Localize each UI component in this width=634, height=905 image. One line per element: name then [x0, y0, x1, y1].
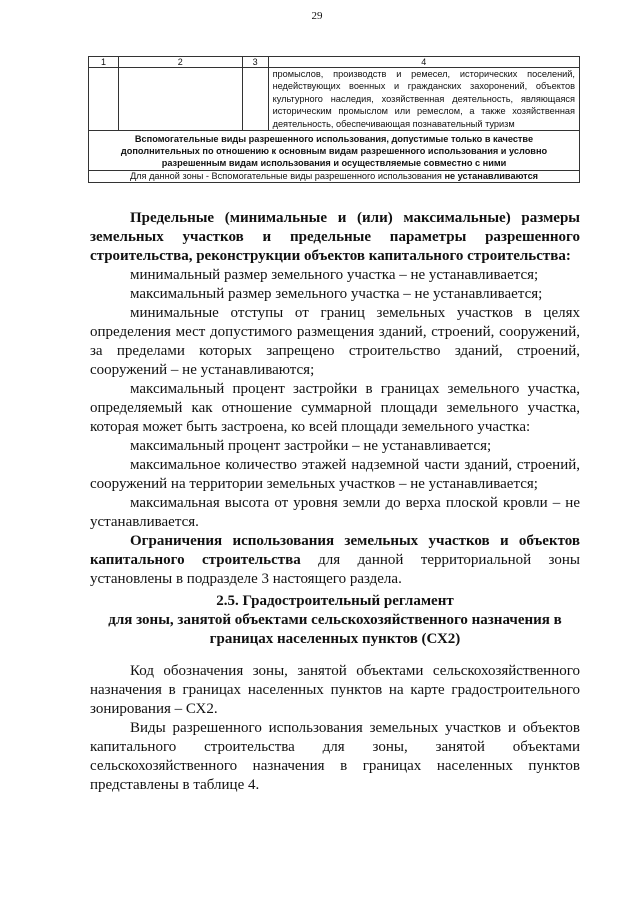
aux-note-prefix: Для данной зоны - Вспомогательные виды разрешенного использования: [129, 171, 445, 182]
table-cell-description: промыслов, производств и ремесел, исторических поселений, недействующих военных и гражданских захоронений, объектов культурного наследия, хозяйственная деятельность, являющаяся историческим промыслом или ремеслом, а также хозяйственная деятельность, обеспечивающая познавательный туризм: [268, 68, 579, 131]
limits-setbacks: минимальные отступы от границ земельных участков в целях определения мест допустимого размещения зданий, строений, сооружений, за пределами которых запрещено строительство зданий, строений, сооружений – не устанавливаются;: [90, 305, 580, 378]
table-header-row: [89, 57, 580, 68]
aux-uses-title: Вспомогательные виды разрешенного использования, допустимые только в качестве дополнительных по отношению к основным видам разрешенного использования и условно разрешенным видам использования и осуществляемые совместно с ними: [89, 131, 580, 171]
table-header-cell-3: 3: [242, 57, 268, 68]
restrictions-bold: Ограничения использования земельных участков и объектов капитального строительства: [90, 533, 580, 568]
table-header-cell-2: 2: [118, 57, 242, 68]
limits-coverage-def: максимальный процент застройки в границах земельного участка, определяемый как отношение суммарной площади земельного участка, которая может быть застроена, ко всей площади земельного участка:: [90, 381, 580, 435]
table-cell-empty-2: [118, 68, 242, 131]
table-row-aux-note: [89, 171, 580, 183]
section-body: [90, 662, 580, 795]
limits-coverage: максимальный процент застройки – не устанавливается;: [130, 438, 492, 454]
limits-max-size: максимальный размер земельного участка – не устанавливается;: [130, 286, 543, 302]
table-cell-empty-3: [242, 68, 268, 131]
limits-heading: Предельные (минимальные и (или) максимальные) размеры земельных участков и предельные параметры разрешенного строительства, реконструкции объектов капитального строительства:: [90, 210, 580, 264]
aux-note-bold: не устанавливаются: [444, 171, 539, 182]
section-title-line1: 2.5. Градостроительный регламент: [216, 593, 454, 609]
limits-floors: максимальное количество этажей надземной части зданий, строений, сооружений на территории земельных участков – не устанавливается;: [90, 457, 580, 492]
limits-height: максимальная высота от уровня земли до верха плоской кровли – не устанавливается.: [90, 495, 580, 530]
aux-uses-note: [89, 171, 580, 183]
table-header-cell-1: 1: [89, 57, 119, 68]
restrictions-rest: для данной территориальной зоны установлены в подразделе 3 настоящего раздела.: [90, 552, 580, 587]
limits-block: [90, 209, 580, 589]
limits-min-size: минимальный размер земельного участка – не устанавливается;: [130, 267, 539, 283]
section-title-line2: для зоны, занятой объектами сельскохозяйственного назначения в границах населенных пунктов (СХ2): [108, 612, 562, 647]
page-number: 29: [311, 10, 323, 22]
table-header-cell-4: 4: [268, 57, 579, 68]
table-cell-empty-1: [89, 68, 119, 131]
table-row: [89, 68, 580, 131]
section-title: [90, 592, 580, 649]
zone-uses-paragraph: Виды разрешенного использования земельных участков и объектов капитального строительства для зоны, занятой объектами сельскохозяйственного назначения в границах населенных пунктов представлены в таблице 4.: [90, 720, 580, 793]
zone-code-paragraph: Код обозначения зоны, занятой объектами сельскохозяйственного назначения в границах населенных пунктов на карте градостроительного зонирования – СХ2.: [90, 663, 580, 717]
limits-restrictions: [90, 532, 580, 589]
land-use-table: [88, 56, 580, 183]
table-row-aux-title: [89, 131, 580, 171]
